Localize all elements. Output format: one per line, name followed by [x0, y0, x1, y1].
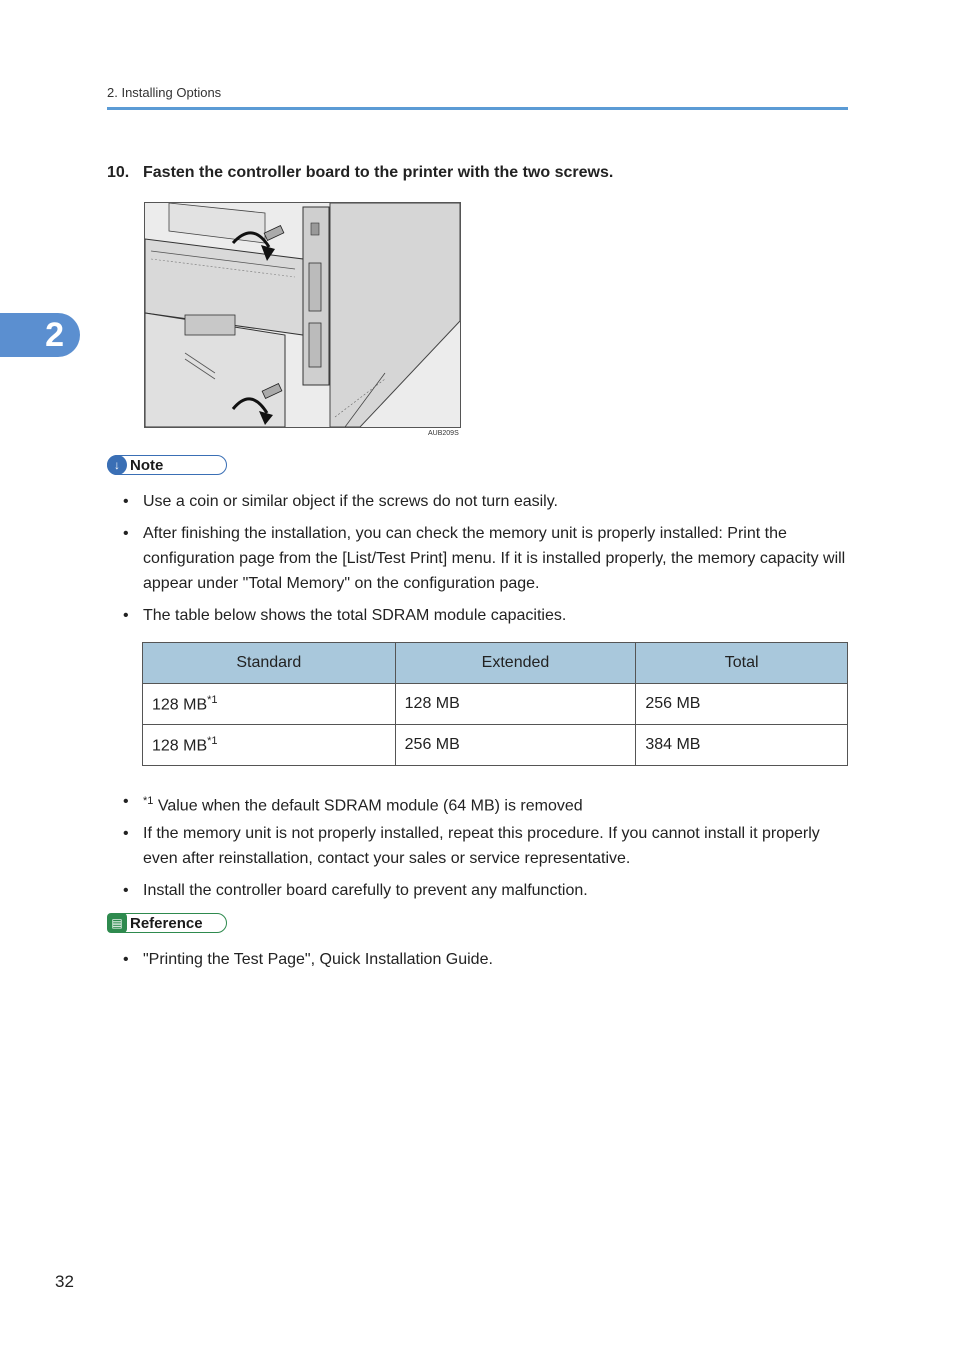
table-cell: 128 MB$^{*1}$: [143, 725, 396, 766]
column-header: Standard: [143, 643, 396, 684]
table-cell: 256 MB: [636, 684, 848, 725]
footnote-mark: *1: [207, 693, 218, 706]
bullet-icon: •: [123, 951, 129, 968]
bullet-icon: •: [123, 607, 129, 624]
step-heading: [107, 164, 613, 182]
bullet-icon: •: [123, 493, 129, 510]
note-label: [107, 455, 227, 475]
table-cell: 256 MB: [395, 725, 636, 766]
table-header-row: [143, 643, 848, 684]
printer-illustration: [144, 202, 461, 428]
chapter-tab: 2: [0, 313, 80, 357]
footnote-mark: *1: [207, 734, 218, 747]
step-text: Fasten the controller board to the printer with the two screws.: [143, 164, 614, 181]
reference-label-text: Reference: [130, 914, 203, 932]
note-label-text: Note: [130, 456, 164, 474]
footnote-text: $^{*1}$ Value when the default SDRAM module (64 MB) is removed: [143, 795, 583, 815]
table-row: [143, 684, 848, 725]
bullet-icon: •: [123, 825, 129, 842]
note-item-text: The table below shows the total SDRAM module capacities.: [143, 607, 567, 624]
column-header: Total: [636, 643, 848, 684]
step-number: 10.: [107, 164, 130, 181]
reference-label: [107, 913, 227, 933]
sdram-capacity-table: [142, 642, 848, 766]
note-item-text: Install the controller board carefully to prevent any malfunction.: [143, 882, 588, 899]
table-cell: 128 MB$^{*1}$: [143, 684, 396, 725]
note-item-text: After finishing the installation, you can check the memory unit is properly installed: Print the configuration page from the [List/Test Print] menu. If it is installed properly, the memory capacity will appear under "Total Memory" on the configuration page.: [143, 525, 846, 592]
page-number: 32: [55, 1272, 74, 1291]
table-cell: 384 MB: [636, 725, 848, 766]
down-arrow-icon: ↓: [107, 455, 127, 475]
column-header: Extended: [395, 643, 636, 684]
note-item-text: If the memory unit is not properly installed, repeat this procedure. If you cannot install it properly even after reinstallation, contact your sales or service representative.: [143, 825, 820, 867]
table-cell: 128 MB: [395, 684, 636, 725]
bullet-icon: •: [123, 793, 129, 810]
book-icon: ▤: [107, 913, 127, 933]
reference-link-text[interactable]: "Printing the Test Page", Quick Installation Guide.: [143, 951, 493, 968]
table-row: [143, 725, 848, 766]
header-rule: [107, 107, 848, 110]
figure-caption: AUB209S: [428, 430, 459, 437]
bullet-icon: •: [123, 882, 129, 899]
bullet-icon: •: [123, 525, 129, 542]
printer-drawing: [145, 203, 460, 427]
running-header: 2. Installing Options: [107, 85, 222, 100]
note-item-text: Use a coin or similar object if the screws do not turn easily.: [143, 493, 558, 510]
